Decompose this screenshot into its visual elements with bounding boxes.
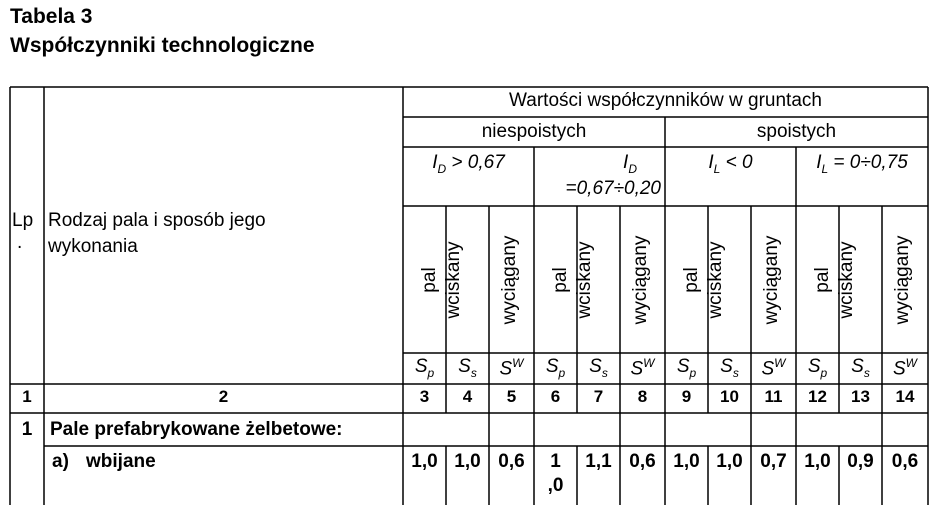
value-cell: 0,9	[847, 451, 874, 472]
value-cell: 0,6	[498, 451, 525, 472]
value-cell: 1,0	[454, 451, 481, 472]
column-number: 5	[506, 387, 517, 406]
label-pal: pal	[681, 267, 702, 293]
value-cell: 1,1	[585, 451, 612, 472]
row2-label: wbijane	[86, 451, 156, 472]
value-cell: 0,6	[891, 451, 919, 472]
symbol-sp: $S_p$	[545, 356, 566, 380]
value-cell: 0,7	[760, 451, 787, 472]
label-wyciagany: wyciągany	[892, 235, 913, 325]
value-cell: 0,6	[629, 451, 656, 472]
symbol-sw: $S^W$	[499, 356, 524, 380]
label-wciskany: wciskany	[705, 241, 726, 319]
condition-il-lt: $I_L < 0$	[708, 152, 753, 176]
spoistych-header: spoistych	[756, 121, 837, 142]
column-number: 9	[681, 387, 692, 406]
lp-header-dot: .	[17, 232, 23, 253]
symbol-sw: $S^W$	[761, 356, 786, 380]
symbol-ss: $S_s$	[851, 356, 870, 380]
column-number: 2	[218, 387, 229, 406]
column-number: 8	[637, 387, 648, 406]
row1-label: Pale prefabrykowane żelbetowe:	[50, 419, 343, 440]
value-cell: 1,0	[673, 451, 700, 472]
column-number: 11	[764, 387, 783, 406]
label-wciskany: wciskany	[443, 241, 464, 319]
condition-id-range: $I_D$	[623, 152, 637, 176]
value-part: 1	[550, 451, 561, 472]
symbol-ss: $S_s$	[589, 356, 608, 380]
label-wyciagany: wyciągany	[760, 235, 782, 325]
row1-lp: 1	[21, 419, 33, 440]
table-subtitle: Współczynniki technologiczne	[10, 34, 315, 57]
label-wyciagany: wyciągany	[629, 235, 651, 325]
value-cell: 1,0	[804, 451, 831, 472]
symbol-ss: $S_s$	[720, 356, 739, 380]
table-title: Tabela 3	[10, 5, 93, 28]
symbol-ss: $S_s$	[458, 356, 477, 380]
condition-id-gt: $I_D > 0,67$	[432, 152, 505, 176]
label-wciskany: wciskany	[574, 241, 595, 319]
symbol-sp: $S_p$	[676, 356, 697, 380]
value-cell	[534, 451, 577, 497]
column-number: 13	[851, 387, 870, 406]
lp-header: Lp	[12, 210, 34, 231]
column-number: 7	[593, 387, 604, 406]
label-pal: pal	[812, 267, 833, 293]
label-pal-wciskany	[811, 215, 867, 345]
label-wciskany: wciskany	[836, 241, 857, 319]
label-pal-wciskany	[418, 215, 474, 345]
row2-prefix: a)	[52, 451, 69, 472]
value-cell: 1,0	[411, 451, 438, 472]
column-number: 3	[419, 387, 430, 406]
symbol-sw: $S^W$	[630, 356, 655, 380]
condition-id-range-line2: =0,67÷0,20	[565, 178, 661, 199]
label-pal: pal	[550, 267, 571, 293]
label-pal: pal	[419, 267, 440, 293]
label-wyciagany: wyciągany	[498, 235, 520, 325]
column-number: 10	[720, 387, 739, 406]
column-number: 1	[22, 387, 32, 406]
rodzaj-header-line2: wykonania	[48, 236, 138, 257]
value-part: ,0	[547, 475, 564, 496]
column-number: 12	[808, 387, 827, 406]
symbol-sp: $S_p$	[414, 356, 435, 380]
symbol-sw: $S^W$	[892, 356, 917, 380]
label-pal-wciskany	[680, 215, 736, 345]
wartosci-header: Wartości współczynników w gruntach	[509, 90, 822, 111]
value-cell: 1,0	[716, 451, 743, 472]
condition-il-range: $I_L = 0\div 0,75$	[816, 152, 908, 176]
label-pal-wciskany	[549, 215, 605, 345]
column-number: 6	[550, 387, 561, 406]
niespoistych-header: niespoistych	[481, 121, 587, 142]
symbol-sp: $S_p$	[807, 356, 828, 380]
column-number: 14	[895, 387, 915, 406]
rodzaj-header-line1: Rodzaj pala i sposób jego	[48, 210, 266, 231]
column-number: 4	[462, 387, 473, 406]
